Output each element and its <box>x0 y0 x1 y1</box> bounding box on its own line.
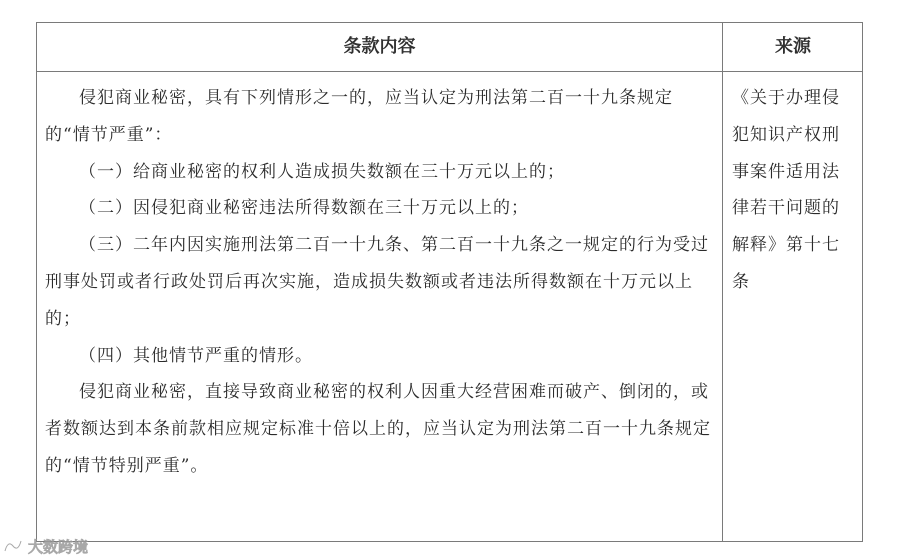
watermark-text: 大数跨境 <box>28 537 89 556</box>
header-source: 来源 <box>775 36 811 57</box>
column-divider <box>722 23 723 541</box>
source-cell: 《关于办理侵犯知识产权刑事案件适用法律若干问题的解释》第十七条 <box>732 88 840 292</box>
clause-table <box>36 22 863 542</box>
clause-paragraph-intro: 侵犯商业秘密，具有下列情形之一的，应当认定为刑法第二百一十九条规定的“情节严重”： <box>45 88 673 145</box>
clause-item-4: （四）其他情节严重的情形。 <box>79 345 313 366</box>
header-clause-content: 条款内容 <box>343 36 416 57</box>
clause-item-1: （一）给商业秘密的权利人造成损失数额在三十万元以上的； <box>79 161 565 182</box>
clause-content-cell <box>45 80 711 485</box>
watermark <box>2 536 88 556</box>
brand-logo-icon <box>2 537 24 555</box>
clause-item-2: （二）因侵犯商业秘密违法所得数额在三十万元以上的； <box>79 198 529 219</box>
clause-item-3: （三）二年内因实施刑法第二百一十九条、第二百一十九条之一规定的行为受过刑事处罚或者行政处罚后再次实施，造成损失数额或者违法所得数额在十万元以上的； <box>45 235 709 329</box>
clause-paragraph-serious: 侵犯商业秘密，直接导致商业秘密的权利人因重大经营困难而破产、倒闭的，或者数额达到本条前款相应规定标准十倍以上的，应当认定为刑法第二百一十九条规定的“情节特别严重”。 <box>45 382 711 476</box>
header-divider <box>37 71 862 72</box>
